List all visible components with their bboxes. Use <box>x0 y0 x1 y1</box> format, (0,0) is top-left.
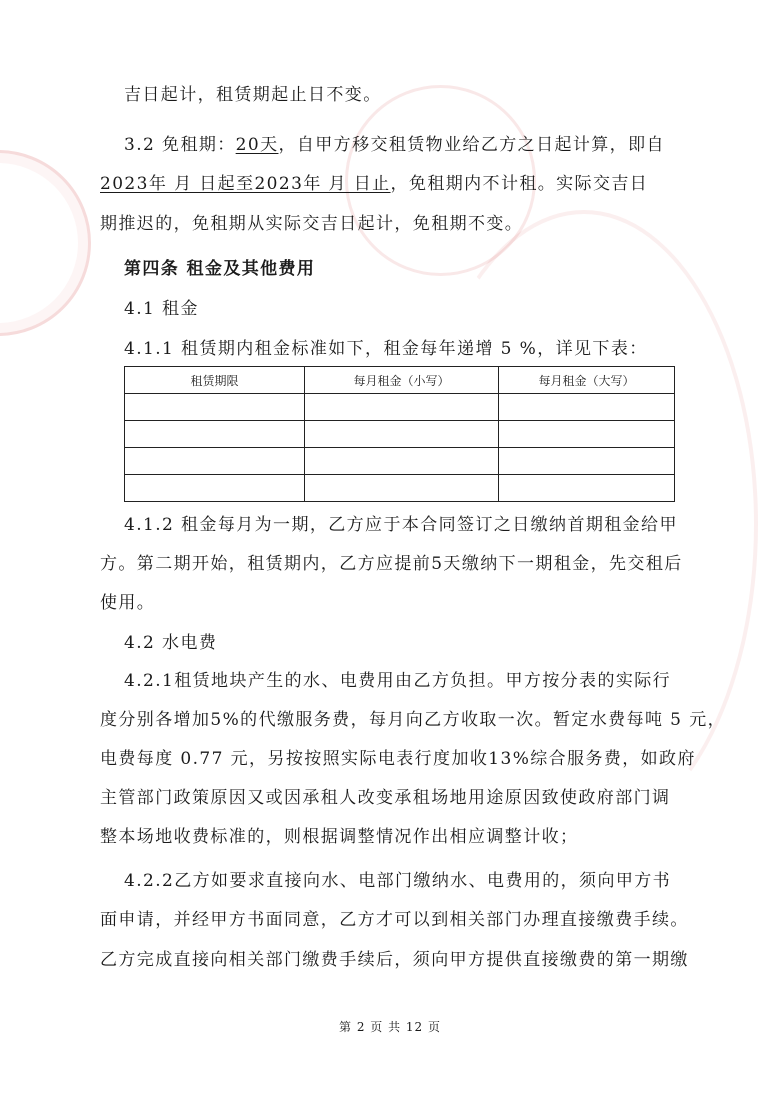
table-cell <box>125 394 305 421</box>
table-header: 租赁期限 <box>125 367 305 394</box>
table-row <box>125 394 675 421</box>
rent-table <box>124 366 675 502</box>
paragraph-line: 电费每度 0.77 元，另按按照实际电表行度加收13%综合服务费，如政府 <box>100 749 696 769</box>
table-cell <box>125 448 305 475</box>
table-header: 每月租金（小写） <box>305 367 499 394</box>
paragraph-line: 主管部门政策原因又或因承租人改变承租场地用途原因致使政府部门调 <box>100 788 671 808</box>
section-heading: 第四条 租金及其他费用 <box>124 259 316 279</box>
table-cell <box>305 448 499 475</box>
table-row <box>125 448 675 475</box>
table-cell <box>125 475 305 502</box>
paragraph-line: 期推迟的，免租期从实际交吉日起计，免租期不变。 <box>100 214 524 234</box>
paragraph-line: 4.1.1 租赁期内租金标准如下，租金每年递增 5 %，详见下表： <box>124 339 648 359</box>
table-cell <box>499 394 675 421</box>
table-cell <box>499 421 675 448</box>
text-span: 3.2 免租期： <box>124 135 236 155</box>
paragraph-line: 吉日起计，租赁期起止日不变。 <box>124 85 382 105</box>
subsection-heading: 4.2 水电费 <box>124 633 218 653</box>
paragraph-line: 面申请，并经甲方书面同意，乙方才可以到相关部门办理直接缴费手续。 <box>100 910 689 930</box>
paragraph-line: 4.1.2 租金每月为一期，乙方应于本合同签订之日缴纳首期租金给甲 <box>124 515 678 535</box>
text-span: ，自甲方移交租赁物业给乙方之日起计算，即自 <box>278 135 665 155</box>
subsection-heading: 4.1 租金 <box>124 299 199 319</box>
table-cell <box>305 475 499 502</box>
table-header-row <box>125 367 675 394</box>
free-rent-days: 20天 <box>235 135 279 155</box>
paragraph-line: 使用。 <box>100 593 156 613</box>
table-header: 每月租金（大写） <box>499 367 675 394</box>
table-cell <box>499 448 675 475</box>
paragraph-line: 度分别各增加5%的代缴服务费，每月向乙方收取一次。暂定水费每吨 5 元， <box>100 710 726 730</box>
free-rent-dates-line <box>100 165 682 203</box>
table-cell <box>305 394 499 421</box>
paragraph-line: 整本场地收费标准的，则根据调整情况作出相应调整计收； <box>100 827 579 847</box>
paragraph-line: 4.2.2乙方如要求直接向水、电部门缴纳水、电费用的，须向甲方书 <box>124 871 672 891</box>
paragraph-line: 乙方完成直接向相关部门缴费手续后，须向甲方提供直接缴费的第一期缴 <box>100 950 689 970</box>
table-cell <box>125 421 305 448</box>
paragraph-line: 4.2.1租赁地块产生的水、电费用由乙方负担。甲方按分表的实际行 <box>124 671 672 691</box>
table-row <box>125 475 675 502</box>
table-row <box>125 421 675 448</box>
table-cell <box>499 475 675 502</box>
table-cell <box>305 421 499 448</box>
red-seal-stamp <box>0 150 91 336</box>
free-rent-dates: 2023年 月 日起至2023年 月 日止 <box>100 174 391 194</box>
page-footer: 第 2 页 共 12 页 <box>339 1020 441 1034</box>
text-span: ，免租期内不计租。实际交吉日 <box>390 174 649 194</box>
free-rent-period-line <box>124 126 706 164</box>
paragraph-line: 方。第二期开始，租赁期内，乙方应提前5天缴纳下一期租金，先交租后 <box>100 554 683 574</box>
